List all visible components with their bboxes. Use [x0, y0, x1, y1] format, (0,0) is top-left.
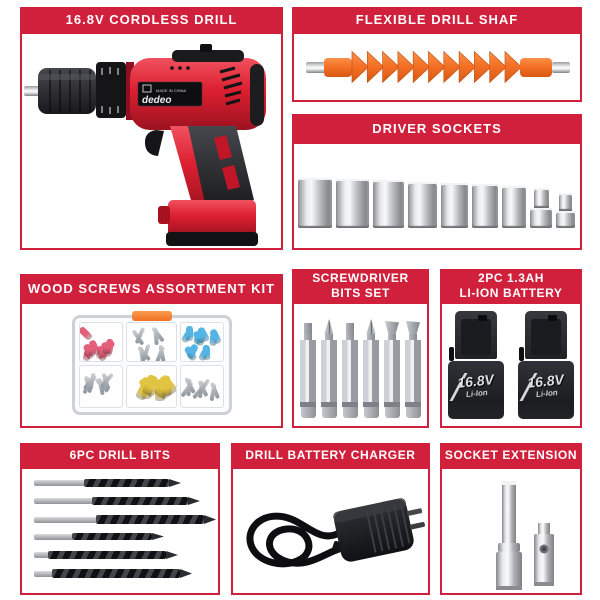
drill-bit-shank: [34, 571, 52, 577]
wall-plug: [203, 345, 211, 360]
drill-bit-tip: [152, 533, 164, 540]
drill-bit-tip: [204, 515, 216, 524]
screwdriver-bit: [363, 319, 379, 418]
drill-bit: [34, 497, 200, 505]
drill-bit-shank: [34, 534, 72, 540]
drill-bit-flute: [52, 569, 180, 578]
shaft-segment: [459, 52, 476, 83]
bit-butt: [343, 407, 358, 418]
socket-item-body: [472, 184, 498, 228]
label-cordless-drill: 16.8V CORDLESS DRILL: [20, 7, 283, 32]
socket-item: [556, 193, 575, 228]
drill-bit-tip: [169, 479, 181, 487]
drill-bit-flute: [48, 551, 166, 559]
drill-bit-flute: [72, 533, 152, 540]
shaft-segment: [444, 52, 461, 83]
shaft-segment: [413, 52, 430, 83]
case-latch: [132, 311, 172, 321]
shaft-segment: [383, 52, 400, 83]
bit-tip-slotted: [406, 321, 420, 334]
box-charger: [231, 467, 430, 595]
battery-charger-image: [233, 469, 428, 593]
case-compartment-plugs: [79, 322, 123, 362]
bit-shank: [342, 340, 358, 402]
label-wood-screws: WOOD SCREWS ASSORTMENT KIT: [20, 274, 283, 302]
label-driver-sockets: DRIVER SOCKETS: [292, 114, 582, 142]
box-drill-bits: [20, 467, 220, 595]
bit-tip-slotted: [385, 321, 399, 334]
battery-row: [442, 304, 580, 426]
socket-item: [472, 184, 498, 228]
battery-print: [518, 370, 574, 401]
box-battery: [440, 302, 582, 428]
socket-item-body: [298, 178, 332, 228]
drill-bit-shank: [34, 498, 92, 504]
flexible-shaft-image: [294, 34, 580, 100]
bit-tip-phillips: [323, 319, 336, 334]
bit-shank: [321, 340, 337, 402]
bit-butt: [406, 407, 421, 418]
bit-butt: [322, 407, 337, 418]
socket-item: [408, 182, 437, 228]
socket-item-body: [502, 186, 526, 228]
battery-top: [455, 311, 497, 359]
label-charger: DRILL BATTERY CHARGER: [231, 443, 430, 467]
drill-bit-tip: [188, 497, 200, 505]
case-compartment-screws: [79, 365, 123, 408]
battery-print: [448, 370, 504, 401]
screwdriver-bit: [384, 321, 400, 418]
drill-bit-flute: [92, 497, 188, 505]
socket-item: [530, 188, 552, 228]
cordless-drill-image: [22, 34, 281, 248]
drill-bit-tip: [166, 551, 178, 559]
socket-item: [336, 179, 369, 228]
shaft-segment: [352, 52, 369, 83]
box-driver-sockets: [292, 142, 582, 250]
drill-bit-tip: [180, 569, 192, 578]
battery-type-text: Li-Ion: [465, 387, 489, 400]
drill-bit: [34, 479, 181, 487]
drill-bit: [34, 515, 216, 524]
socket-item: [502, 186, 526, 228]
battery-voltage-text: 16.8V: [456, 371, 495, 391]
socket-item-top: [559, 193, 572, 211]
label-battery-line1: 2PC 1.3AH: [477, 270, 545, 285]
socket-item-body: [441, 183, 468, 228]
bit-butt: [364, 407, 379, 418]
battery-top: [525, 311, 567, 359]
wall-plug: [186, 326, 193, 341]
drill-bit-shank: [34, 517, 96, 523]
drill-bits-area: [22, 469, 218, 593]
battery-pack: [518, 311, 574, 419]
drill-bit-flute: [84, 479, 169, 487]
bit-tip-square: [304, 323, 312, 334]
drill-origin-text: MADE IN CHINA: [156, 88, 187, 93]
box-flexible-shaft: [292, 32, 582, 102]
shaft-segment: [505, 52, 522, 83]
battery-clip: [519, 347, 524, 361]
bit-shank: [384, 340, 400, 402]
shaft-segment: [367, 52, 384, 83]
socket-item: [441, 183, 468, 228]
box-cordless-drill: [20, 32, 283, 250]
battery-skirt: [518, 361, 574, 419]
sockets-row: [298, 178, 575, 228]
box-wood-screws: [20, 302, 283, 428]
battery-skirt: [448, 361, 504, 419]
screwdriver-bit: [300, 323, 316, 418]
label-battery: [440, 269, 582, 302]
drill-bit-shank: [34, 552, 48, 558]
battery-clip: [449, 347, 454, 361]
socket-item: [373, 180, 404, 228]
bit-shank: [300, 340, 316, 402]
label-screwdriver-bits: [292, 269, 429, 302]
bit-shank: [363, 340, 379, 402]
shaft-segment: [429, 52, 446, 83]
socket-item: [298, 178, 332, 228]
label-drill-bits: 6PC DRILL BITS: [20, 443, 220, 467]
label-flexible-shaft: FLEXIBLE DRILL SHAF: [292, 7, 582, 32]
bit-shank: [405, 340, 421, 402]
drill-bit: [34, 551, 178, 559]
label-socket-extension: SOCKET EXTENSION: [440, 443, 582, 467]
screw-assortment-case: [72, 315, 232, 415]
bit-butt: [301, 407, 316, 418]
battery-pack: [448, 311, 504, 419]
bit-butt: [385, 407, 400, 418]
socket-item-top: [534, 188, 549, 208]
screwdriver-bit: [321, 319, 337, 418]
shaft-segment: [398, 52, 415, 83]
socket-item-body: [336, 179, 369, 228]
drill-bit-flute: [96, 515, 204, 524]
bit-tip-phillips: [365, 319, 378, 334]
screwdriver-bit: [342, 323, 358, 418]
shaft-segment: [490, 52, 507, 83]
drill-bit: [34, 569, 192, 578]
case-compartment-screws: [180, 365, 224, 408]
battery-type-text: Li-Ion: [535, 387, 559, 400]
wall-plug: [106, 339, 114, 354]
socket-extension-image: [442, 469, 580, 593]
label-screwdriver-bits-line2: BITS SET: [331, 285, 390, 300]
socket-item-body: [408, 182, 437, 228]
shaft-segments: [352, 52, 522, 83]
box-screwdriver-bits: [292, 302, 429, 428]
case-compartment-plugs: [180, 322, 224, 362]
bit-tip-square: [346, 323, 354, 334]
case-compartment-plugs: [126, 365, 177, 408]
drill-bit: [34, 533, 164, 540]
case-compartment-screws: [126, 322, 177, 362]
drill-brand-text: dedeo: [142, 95, 172, 106]
screwdriver-bits-row: [294, 304, 427, 426]
socket-item-body: [530, 208, 552, 228]
shaft-segment: [474, 52, 491, 83]
screwdriver-bit: [405, 321, 421, 418]
socket-item-body: [556, 211, 575, 228]
drill-bit-shank: [34, 480, 84, 486]
label-screwdriver-bits-line1: SCREWDRIVER: [312, 270, 409, 285]
wall-plug: [79, 326, 94, 342]
label-battery-line2: LI-ION BATTERY: [459, 285, 563, 300]
socket-item-body: [373, 180, 404, 228]
battery-voltage-text: 16.8V: [526, 371, 565, 391]
box-socket-extension: [440, 467, 582, 595]
